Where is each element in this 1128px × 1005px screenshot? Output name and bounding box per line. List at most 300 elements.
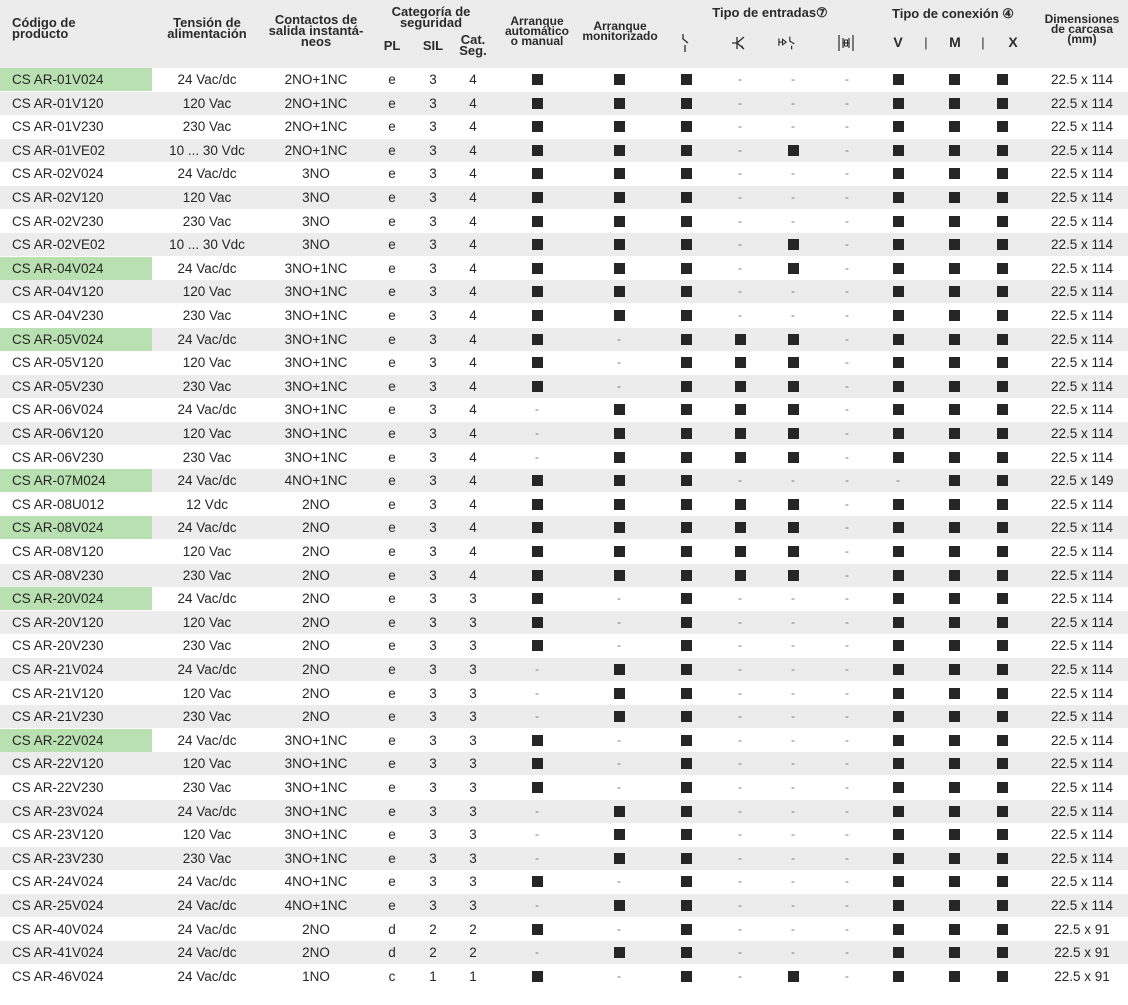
input-mat-mark xyxy=(839,398,855,421)
pl-cell: e xyxy=(388,378,396,394)
filled-square-icon xyxy=(681,924,692,935)
pl-cell: e xyxy=(388,614,396,630)
input-transistor-mark xyxy=(732,139,748,162)
filled-square-icon xyxy=(893,121,904,132)
filled-square-icon xyxy=(997,475,1008,486)
input-magnetic-mark xyxy=(785,729,801,752)
conn-m-mark xyxy=(946,587,962,610)
input-transistor-mark xyxy=(732,516,748,539)
filled-square-icon xyxy=(532,74,543,85)
dimensions-cell: 22.5 x 149 xyxy=(1050,473,1114,489)
filled-square-icon xyxy=(893,711,904,722)
sil-cell: 3 xyxy=(429,732,437,748)
dash-text: - xyxy=(738,874,742,889)
filled-square-icon xyxy=(893,428,904,439)
auto-start-mark xyxy=(529,705,545,728)
filled-square-icon xyxy=(893,357,904,368)
contacts-cell: 2NO xyxy=(302,945,330,961)
filled-square-icon xyxy=(893,782,904,793)
table-row xyxy=(0,587,1128,610)
filled-square-icon xyxy=(893,758,904,769)
filled-square-icon xyxy=(949,664,960,675)
input-magnetic-mark xyxy=(785,186,801,209)
filled-square-icon xyxy=(949,570,960,581)
conn-m-mark xyxy=(946,540,962,563)
contacts-cell: 3NO+1NC xyxy=(284,378,348,394)
conn-x-mark xyxy=(994,705,1010,728)
product-code-cell: CS AR-25V024 xyxy=(12,898,104,913)
dash-text: - xyxy=(617,591,621,606)
monitored-start-mark xyxy=(611,493,627,516)
input-contact-mark xyxy=(678,658,694,681)
filled-square-icon xyxy=(532,522,543,533)
dash-text: - xyxy=(791,732,795,747)
input-magnetic-mark xyxy=(785,210,801,233)
sil-cell: 3 xyxy=(429,850,437,866)
contacts-cell: 3NO+1NC xyxy=(284,732,348,748)
input-mat-mark xyxy=(839,847,855,870)
auto-start-mark xyxy=(529,493,545,516)
sil-cell: 3 xyxy=(429,237,437,253)
filled-square-icon xyxy=(735,334,746,345)
voltage-cell: 24 Vac/dc xyxy=(177,662,237,677)
dash-text: - xyxy=(738,190,742,204)
product-code-cell: CS AR-01V024 xyxy=(0,68,152,91)
header-code-line2: producto xyxy=(12,26,69,41)
contacts-cell: 2NO+1NC xyxy=(284,72,348,87)
auto-start-mark xyxy=(529,587,545,610)
filled-square-icon xyxy=(681,617,692,628)
input-mat-mark xyxy=(839,115,855,138)
conn-x-mark xyxy=(994,328,1010,351)
filled-square-icon xyxy=(681,735,692,746)
input-contact-mark xyxy=(678,941,694,964)
auto-start-mark xyxy=(529,375,545,398)
dash-text: - xyxy=(738,638,742,653)
conn-v-mark xyxy=(890,894,906,917)
pl-cell: d xyxy=(388,921,396,937)
auto-start-mark xyxy=(529,257,545,280)
input-transistor-mark xyxy=(732,705,748,728)
input-mat-mark xyxy=(839,375,855,398)
filled-square-icon xyxy=(735,522,746,533)
monitored-start-mark xyxy=(611,634,627,657)
conn-m-mark xyxy=(946,611,962,634)
filled-square-icon xyxy=(893,664,904,675)
contacts-cell: 2NO xyxy=(302,567,330,583)
input-transistor-mark xyxy=(732,186,748,209)
voltage-cell: 24 Vac/dc xyxy=(177,968,237,984)
filled-square-icon xyxy=(949,782,960,793)
table-row xyxy=(0,162,1128,185)
filled-square-icon xyxy=(532,876,543,887)
monitored-start-mark xyxy=(611,422,627,445)
contacts-cell: 3NO+1NC xyxy=(284,355,348,371)
cat-cell: 4 xyxy=(469,355,477,371)
cat-cell: 1 xyxy=(469,968,477,984)
contacts-cell: 3NO+1NC xyxy=(284,402,348,418)
conn-v-mark xyxy=(890,186,906,209)
dash-text: - xyxy=(791,662,795,676)
pl-cell: e xyxy=(388,567,396,583)
conn-x-mark xyxy=(994,257,1010,280)
contacts-cell: 1NO xyxy=(302,968,330,984)
input-contact-mark xyxy=(678,516,694,539)
input-mat-mark xyxy=(839,92,855,115)
dash-text: - xyxy=(845,662,849,676)
sil-cell: 3 xyxy=(429,166,437,182)
pl-cell: e xyxy=(388,166,396,182)
table-row xyxy=(0,375,1128,398)
input-magnetic-mark xyxy=(785,92,801,115)
filled-square-icon xyxy=(614,688,625,699)
table-row xyxy=(0,611,1128,634)
filled-square-icon xyxy=(532,617,543,628)
filled-square-icon xyxy=(681,74,692,85)
dimensions-cell: 22.5 x 114 xyxy=(1050,874,1114,890)
cat-cell: 4 xyxy=(469,166,477,182)
dash-text: - xyxy=(791,780,795,794)
contacts-cell: 2NO xyxy=(302,685,330,701)
header-monitored-start xyxy=(578,21,662,41)
product-code-cell: CS AR-21V230 xyxy=(12,709,104,725)
dimensions-cell: 22.5 x 114 xyxy=(1050,378,1114,394)
voltage-cell: 24 Vac/dc xyxy=(177,732,237,748)
dash-text: - xyxy=(845,756,849,771)
filled-square-icon xyxy=(532,98,543,109)
product-code-cell: CS AR-02V230 xyxy=(12,213,104,229)
pl-cell: e xyxy=(388,213,396,229)
voltage-cell: 120 Vac xyxy=(182,190,232,205)
filled-square-icon xyxy=(949,499,960,510)
filled-square-icon xyxy=(997,522,1008,533)
header-input-type: Tipo de entradas⑦ xyxy=(712,5,828,20)
input-contact-mark xyxy=(678,210,694,233)
input-magnetic-mark xyxy=(785,918,801,941)
sil-cell: 3 xyxy=(429,898,437,913)
input-mat-mark xyxy=(839,658,855,681)
dash-text: - xyxy=(845,544,849,558)
pl-cell: e xyxy=(388,119,396,135)
input-contact-mark xyxy=(678,186,694,209)
monitored-start-mark xyxy=(611,210,627,233)
conn-x-mark xyxy=(994,729,1010,752)
product-code-cell: CS AR-22V024 xyxy=(0,729,152,752)
conn-x-mark xyxy=(994,823,1010,846)
filled-square-icon xyxy=(893,192,904,203)
cat-cell: 3 xyxy=(469,662,477,677)
pl-cell: e xyxy=(388,142,396,158)
input-transistor-mark xyxy=(732,446,748,469)
monitored-start-mark xyxy=(611,375,627,398)
filled-square-icon xyxy=(949,640,960,651)
sil-cell: 1 xyxy=(429,968,437,984)
pl-cell: e xyxy=(388,591,396,607)
filled-square-icon xyxy=(614,522,625,533)
filled-square-icon xyxy=(949,947,960,958)
conn-x-mark xyxy=(994,162,1010,185)
sil-cell: 3 xyxy=(429,308,437,323)
dimensions-cell: 22.5 x 114 xyxy=(1050,284,1114,300)
input-transistor-mark xyxy=(732,304,748,327)
filled-square-icon xyxy=(681,263,692,274)
monitored-start-mark xyxy=(611,894,627,917)
input-mat-mark xyxy=(839,800,855,823)
conn-m-mark xyxy=(946,516,962,539)
sil-cell: 3 xyxy=(429,119,437,135)
pl-cell: e xyxy=(388,803,396,819)
input-contact-mark xyxy=(678,611,694,634)
auto-start-mark xyxy=(529,516,545,539)
filled-square-icon xyxy=(532,570,543,581)
dash-text: - xyxy=(845,520,849,535)
monitored-start-mark xyxy=(611,965,627,988)
auto-start-mark xyxy=(529,800,545,823)
pl-cell: e xyxy=(388,95,396,111)
contacts-cell: 3NO+1NC xyxy=(284,308,348,323)
conn-m-mark xyxy=(946,210,962,233)
filled-square-icon xyxy=(997,334,1008,345)
product-code-cell: CS AR-21V024 xyxy=(12,662,104,677)
auto-start-mark xyxy=(529,752,545,775)
table-row xyxy=(0,233,1128,256)
auto-start-mark xyxy=(529,941,545,964)
dash-text: - xyxy=(845,402,849,417)
filled-square-icon xyxy=(532,334,543,345)
conn-v-mark xyxy=(890,776,906,799)
dash-text: - xyxy=(845,142,849,157)
table-row xyxy=(0,918,1128,941)
product-code-cell: CS AR-23V230 xyxy=(12,850,104,866)
voltage-cell: 230 Vac xyxy=(182,780,232,795)
filled-square-icon xyxy=(997,216,1008,227)
table-row xyxy=(0,516,1128,539)
product-code-cell: CS AR-06V024 xyxy=(12,402,104,418)
input-contact-mark xyxy=(678,564,694,587)
product-code-cell: CS AR-20V120 xyxy=(12,614,104,630)
auto-start-mark xyxy=(529,162,545,185)
filled-square-icon xyxy=(681,593,692,604)
table-row xyxy=(0,422,1128,445)
filled-square-icon xyxy=(735,570,746,581)
conn-v-mark xyxy=(890,375,906,398)
filled-square-icon xyxy=(532,546,543,557)
sil-cell: 3 xyxy=(429,95,437,111)
input-transistor-mark xyxy=(732,398,748,421)
filled-square-icon xyxy=(949,404,960,415)
transistor-input-icon xyxy=(730,33,750,53)
product-code-cell: CS AR-08U012 xyxy=(12,496,105,512)
filled-square-icon xyxy=(997,688,1008,699)
dash-text: - xyxy=(738,284,742,299)
input-contact-mark xyxy=(678,398,694,421)
dash-text: - xyxy=(617,874,621,889)
dash-text: - xyxy=(791,921,795,936)
input-transistor-mark xyxy=(732,611,748,634)
dash-text: - xyxy=(791,72,795,86)
table-row xyxy=(0,658,1128,681)
sil-cell: 3 xyxy=(429,756,437,772)
cat-cell: 3 xyxy=(469,685,477,701)
input-transistor-mark xyxy=(732,115,748,138)
voltage-cell: 24 Vac/dc xyxy=(177,520,237,536)
dimensions-cell: 22.5 x 114 xyxy=(1050,449,1114,465)
product-code-cell: CS AR-23V024 xyxy=(12,803,104,819)
input-contact-mark xyxy=(678,469,694,492)
input-magnetic-mark xyxy=(785,68,801,91)
pl-cell: e xyxy=(388,662,396,677)
table-row xyxy=(0,870,1128,893)
contacts-cell: 3NO xyxy=(302,213,330,229)
conn-x-mark xyxy=(994,280,1010,303)
sil-cell: 3 xyxy=(429,402,437,418)
conn-x-mark xyxy=(994,634,1010,657)
voltage-cell: 24 Vac/dc xyxy=(177,591,237,607)
conn-x-mark xyxy=(994,540,1010,563)
input-magnetic-mark xyxy=(785,375,801,398)
table-row xyxy=(0,634,1128,657)
table-row xyxy=(0,280,1128,303)
filled-square-icon xyxy=(949,688,960,699)
dimensions-cell: 22.5 x 114 xyxy=(1050,190,1114,205)
filled-square-icon xyxy=(949,121,960,132)
cat-cell: 3 xyxy=(469,874,477,890)
voltage-cell: 120 Vac xyxy=(182,827,232,843)
header-category-line1: Categoría de xyxy=(391,4,471,19)
monitored-start-mark xyxy=(611,304,627,327)
header-contacts-line2: salida instantá- xyxy=(268,23,364,38)
header-auto-start xyxy=(500,16,574,46)
contacts-cell: 2NO xyxy=(302,614,330,630)
filled-square-icon xyxy=(997,98,1008,109)
dash-text: - xyxy=(845,378,849,393)
conn-v-mark xyxy=(890,257,906,280)
filled-square-icon xyxy=(893,499,904,510)
filled-square-icon xyxy=(614,263,625,274)
product-code-cell: CS AR-02V120 xyxy=(12,190,104,205)
header-auto-line3: o manual xyxy=(510,34,564,48)
cat-cell: 4 xyxy=(469,119,477,135)
filled-square-icon xyxy=(614,98,625,109)
voltage-cell: 24 Vac/dc xyxy=(177,921,237,937)
header-voltage-line1: Tensión de xyxy=(173,15,241,30)
cat-cell: 3 xyxy=(469,780,477,795)
input-magnetic-mark xyxy=(785,776,801,799)
dash-text: - xyxy=(845,827,849,842)
conn-v-mark xyxy=(890,823,906,846)
auto-start-mark xyxy=(529,139,545,162)
filled-square-icon xyxy=(949,900,960,911)
dash-text: - xyxy=(738,614,742,629)
conn-x-mark xyxy=(994,800,1010,823)
magnetic-input-icon xyxy=(778,33,798,53)
filled-square-icon xyxy=(893,688,904,699)
filled-square-icon xyxy=(735,404,746,415)
voltage-cell: 230 Vac xyxy=(182,378,232,394)
filled-square-icon xyxy=(997,900,1008,911)
input-magnetic-mark xyxy=(785,398,801,421)
voltage-cell: 120 Vac xyxy=(182,426,232,441)
conn-v-mark xyxy=(890,540,906,563)
filled-square-icon xyxy=(532,971,543,982)
conn-m-mark xyxy=(946,446,962,469)
header-dims-line1: Dimensiones xyxy=(1044,12,1120,26)
filled-square-icon xyxy=(532,782,543,793)
filled-square-icon xyxy=(893,924,904,935)
dimensions-cell: 22.5 x 114 xyxy=(1050,591,1114,607)
dash-text: - xyxy=(535,898,539,912)
filled-square-icon xyxy=(614,499,625,510)
filled-square-icon xyxy=(949,452,960,463)
filled-square-icon xyxy=(788,570,799,581)
header-cat xyxy=(458,34,488,56)
filled-square-icon xyxy=(997,452,1008,463)
input-contact-mark xyxy=(678,752,694,775)
table-row xyxy=(0,540,1128,563)
cat-cell: 4 xyxy=(469,331,477,347)
cat-cell: 3 xyxy=(469,591,477,607)
monitored-start-mark xyxy=(611,587,627,610)
monitored-start-mark xyxy=(611,870,627,893)
filled-square-icon xyxy=(614,900,625,911)
pl-cell: e xyxy=(388,520,396,536)
dash-text: - xyxy=(738,237,742,252)
contacts-cell: 3NO+1NC xyxy=(284,331,348,347)
input-transistor-mark xyxy=(732,587,748,610)
dimensions-cell: 22.5 x 114 xyxy=(1050,237,1114,253)
filled-square-icon xyxy=(788,357,799,368)
dimensions-cell: 22.5 x 114 xyxy=(1050,260,1114,276)
filled-square-icon xyxy=(997,971,1008,982)
input-mat-mark xyxy=(839,186,855,209)
filled-square-icon xyxy=(893,947,904,958)
dash-text: - xyxy=(738,945,742,960)
voltage-cell: 24 Vac/dc xyxy=(177,898,237,913)
product-code-cell: CS AR-07M024 xyxy=(0,469,152,492)
dash-text: - xyxy=(535,662,539,676)
input-mat-mark xyxy=(839,729,855,752)
filled-square-icon xyxy=(614,216,625,227)
filled-square-icon xyxy=(997,617,1008,628)
pl-cell: e xyxy=(388,260,396,276)
input-transistor-mark xyxy=(732,540,748,563)
dash-text: - xyxy=(845,803,849,818)
input-transistor-mark xyxy=(732,257,748,280)
voltage-cell: 10 ... 30 Vdc xyxy=(169,237,245,253)
filled-square-icon xyxy=(681,688,692,699)
filled-square-icon xyxy=(614,121,625,132)
table-row xyxy=(0,139,1128,162)
conn-x-mark xyxy=(994,587,1010,610)
dimensions-cell: 22.5 x 114 xyxy=(1050,355,1114,371)
filled-square-icon xyxy=(735,452,746,463)
filled-square-icon xyxy=(788,263,799,274)
input-transistor-mark xyxy=(732,328,748,351)
contacts-cell: 3NO+1NC xyxy=(284,803,348,819)
table-row xyxy=(0,564,1128,587)
dash-text: - xyxy=(738,591,742,606)
table-row xyxy=(0,328,1128,351)
sil-cell: 3 xyxy=(429,685,437,701)
filled-square-icon xyxy=(949,286,960,297)
sil-cell: 3 xyxy=(429,426,437,441)
conn-x-mark xyxy=(994,233,1010,256)
conn-m-mark xyxy=(946,162,962,185)
conn-v-mark xyxy=(890,918,906,941)
dash-text: - xyxy=(791,874,795,889)
input-contact-mark xyxy=(678,847,694,870)
product-code-cell: CS AR-01V120 xyxy=(12,95,104,111)
